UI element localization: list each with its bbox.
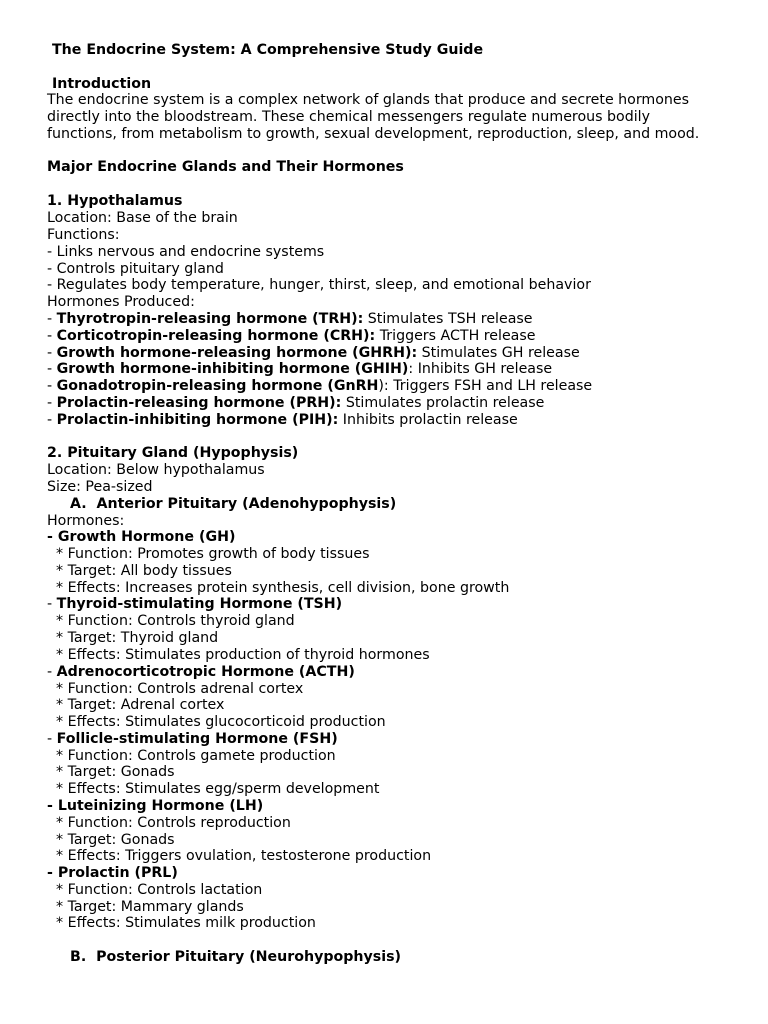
hypothalamus-function-item: - Controls pituitary gland — [47, 261, 224, 277]
hormone-detail: * Target: All body tissues — [56, 563, 232, 579]
anterior-hormone-name: - Growth Hormone (GH) — [47, 529, 236, 545]
anterior-hormone-name: - Luteinizing Hormone (LH) — [47, 798, 264, 814]
anterior-hormone-name: - Thyroid-stimulating Hormone (TSH) — [47, 596, 343, 612]
hormone-detail: * Target: Mammary glands — [56, 899, 244, 915]
hormone-name: Prolactin-inhibiting hormone (PIH): — [56, 412, 339, 428]
hypothalamus-location: Location: Base of the brain — [47, 210, 238, 226]
hormone-detail: * Function: Promotes growth of body tissues — [56, 546, 370, 562]
hormone-detail: * Effects: Stimulates milk production — [56, 915, 316, 931]
hypothalamus-hormone-item: - Corticotropin-releasing hormone (CRH): Triggers ACTH release — [47, 328, 536, 344]
hypothalamus-heading: 1. Hypothalamus — [47, 193, 183, 209]
hormone-detail: * Effects: Stimulates egg/sperm development — [56, 781, 380, 797]
hormone-detail: * Effects: Triggers ovulation, testosterone production — [56, 848, 432, 864]
major-glands-heading: Major Endocrine Glands and Their Hormones — [47, 159, 404, 175]
hormone-name: Prolactin-releasing hormone (PRH): — [56, 395, 342, 411]
pituitary-heading: 2. Pituitary Gland (Hypophysis) — [47, 445, 299, 461]
hormone-name: Growth hormone-inhibiting hormone (GHIH) — [56, 361, 409, 377]
hypothalamus-hormone-item: - Growth hormone-releasing hormone (GHRH): Stimulates GH release — [47, 345, 580, 361]
hypothalamus-functions-label: Functions: — [47, 227, 120, 243]
document-title: The Endocrine System: A Comprehensive Study Guide — [52, 42, 484, 58]
hormone-detail: * Effects: Stimulates production of thyroid hormones — [56, 647, 430, 663]
hormone-detail: * Target: Gonads — [56, 764, 175, 780]
hypothalamus-hormone-item: - Gonadotropin-releasing hormone (GnRH): Triggers FSH and LH release — [47, 378, 593, 394]
hormone-detail: * Target: Gonads — [56, 832, 175, 848]
hormone-detail: * Target: Thyroid gland — [56, 630, 219, 646]
hormone-detail: * Effects: Stimulates glucocorticoid production — [56, 714, 386, 730]
hormone-detail: * Function: Controls thyroid gland — [56, 613, 295, 629]
anterior-hormones-label: Hormones: — [47, 513, 125, 529]
hypothalamus-function-item: - Links nervous and endocrine systems — [47, 244, 325, 260]
hypothalamus-hormone-item: - Thyrotropin-releasing hormone (TRH): Stimulates TSH release — [47, 311, 533, 327]
hormone-detail: * Function: Controls lactation — [56, 882, 263, 898]
hypothalamus-hormones-label: Hormones Produced: — [47, 294, 195, 310]
hormone-detail: * Function: Controls reproduction — [56, 815, 291, 831]
hormone-detail: * Target: Adrenal cortex — [56, 697, 225, 713]
hormone-detail: * Function: Controls gamete production — [56, 748, 336, 764]
hormone-name: Thyrotropin-releasing hormone (TRH): — [56, 311, 364, 327]
intro-paragraph: The endocrine system is a complex network of glands that produce and secrete hormones directly into the bloodstream. These chemical messengers regulate numerous bodily functions, from metabolism to growth, sexual development, reproduction, sleep, and mood. — [47, 92, 700, 142]
anterior-hormone-name: - Follicle-stimulating Hormone (FSH) — [47, 731, 338, 747]
intro-heading: Introduction — [52, 76, 152, 92]
pituitary-size: Size: Pea-sized — [47, 479, 153, 495]
hypothalamus-hormone-item: - Prolactin-releasing hormone (PRH): Stimulates prolactin release — [47, 395, 545, 411]
hypothalamus-hormone-item: - Growth hormone-inhibiting hormone (GHIH): Inhibits GH release — [47, 361, 553, 377]
hypothalamus-function-item: - Regulates body temperature, hunger, thirst, sleep, and emotional behavior — [47, 277, 591, 293]
anterior-hormone-name: - Prolactin (PRL) — [47, 865, 178, 881]
hypothalamus-hormone-item: - Prolactin-inhibiting hormone (PIH): Inhibits prolactin release — [47, 412, 518, 428]
posterior-pituitary-heading: B. Posterior Pituitary (Neurohypophysis) — [70, 949, 402, 965]
hormone-detail: * Effects: Increases protein synthesis, cell division, bone growth — [56, 580, 510, 596]
hormone-detail: * Function: Controls adrenal cortex — [56, 681, 304, 697]
hormone-name: Growth hormone-releasing hormone (GHRH): — [56, 345, 418, 361]
anterior-pituitary-heading: A. Anterior Pituitary (Adenohypophysis) — [70, 496, 397, 512]
hormone-name: Gonadotropin-releasing hormone (GnRH — [56, 378, 379, 394]
anterior-hormone-name: - Adrenocorticotropic Hormone (ACTH) — [47, 664, 355, 680]
hormone-name: Corticotropin-releasing hormone (CRH): — [56, 328, 376, 344]
pituitary-location: Location: Below hypothalamus — [47, 462, 265, 478]
